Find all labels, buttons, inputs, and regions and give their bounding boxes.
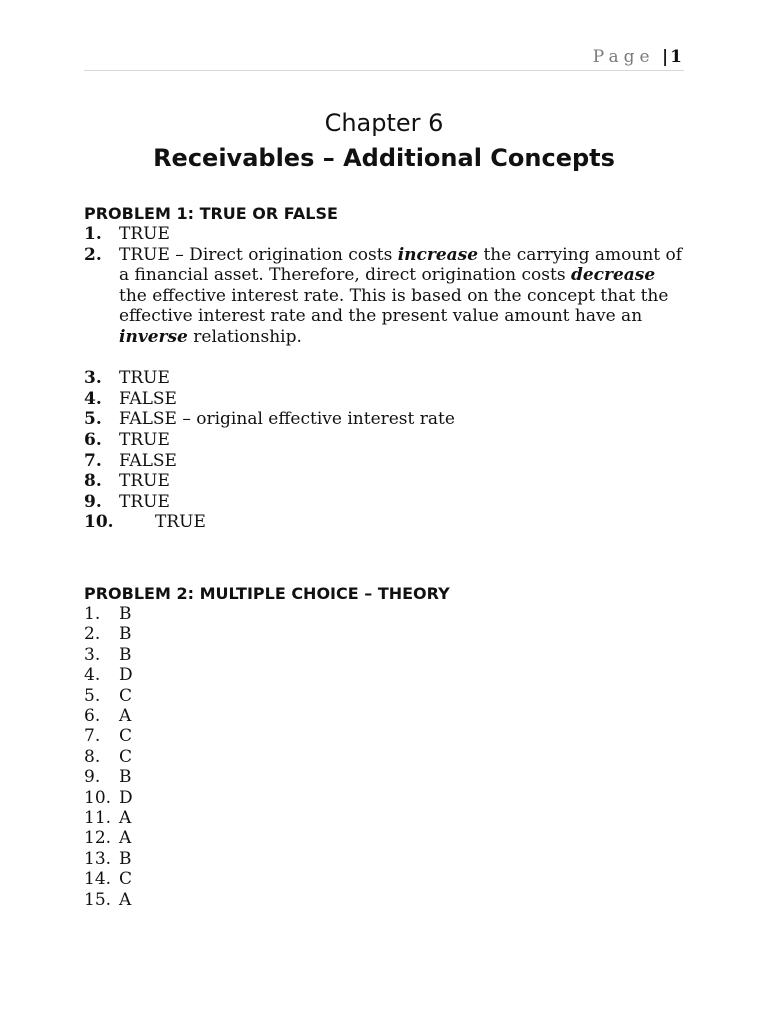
explanation-text: the carrying amount of a financial asset. Therefore, direct origination costs (119, 244, 683, 286)
item-answer: FALSE – original effective interest rate (119, 409, 455, 430)
item-number: 15. (84, 889, 112, 910)
document-body (84, 204, 684, 910)
problem-2-section (84, 584, 684, 910)
page-separator: | (661, 47, 669, 67)
item-answer: D (119, 787, 133, 808)
chapter-subtitle: Receivables – Additional Concepts (153, 144, 615, 172)
item-answer: FALSE (119, 388, 177, 409)
list-item (84, 665, 684, 685)
list-item (84, 368, 684, 389)
item-number: 2. (84, 624, 101, 645)
explanation-text: TRUE – Direct origination costs (119, 244, 398, 265)
list-item (84, 645, 684, 665)
item-number: 6. (84, 429, 102, 450)
item-answer: TRUE (119, 224, 170, 244)
item-answer-explanation (119, 245, 684, 348)
chapter-title: Chapter 6 (324, 109, 444, 137)
list-item (84, 849, 684, 869)
item-number: 5. (84, 685, 101, 706)
list-item (84, 890, 684, 910)
list-item (84, 624, 684, 644)
item-answer: C (119, 746, 133, 767)
item-number: 9. (84, 491, 102, 512)
list-item (84, 224, 684, 245)
explanation-text: relationship. (187, 326, 302, 347)
item-answer: C (119, 685, 133, 706)
problem-1-heading: PROBLEM 1: TRUE OR FALSE (84, 204, 338, 223)
list-item (84, 767, 684, 787)
list-item (84, 492, 684, 513)
item-answer: A (119, 807, 132, 828)
item-number: 1. (84, 224, 102, 244)
item-number: 5. (84, 409, 102, 430)
item-number: 3. (84, 644, 101, 665)
item-number: 1. (84, 603, 101, 624)
item-answer: B (119, 624, 132, 645)
list-item (84, 828, 684, 848)
explanation-text: the effective interest rate. This is based on the concept that the effective interest rate and the present value amount have an (119, 285, 669, 327)
list-item (84, 409, 684, 430)
item-number: 8. (84, 471, 102, 492)
item-number: 4. (84, 388, 102, 409)
problem-2-answers (84, 604, 684, 910)
list-item (84, 389, 684, 410)
list-item (84, 604, 684, 624)
item-answer: B (119, 848, 132, 869)
list-item (84, 726, 684, 746)
emphasis-increase: increase (397, 244, 479, 265)
list-item (84, 869, 684, 889)
list-item (84, 686, 684, 706)
problem-1-answers (84, 224, 684, 533)
item-number: 3. (84, 368, 102, 389)
problem-2-heading: PROBLEM 2: MULTIPLE CHOICE – THEORY (84, 583, 450, 603)
item-answer: B (119, 603, 132, 624)
page-header (593, 47, 682, 67)
item-number: 10. (84, 787, 112, 808)
list-item (84, 451, 684, 472)
item-number: 12. (84, 828, 112, 849)
emphasis-inverse: inverse (119, 326, 188, 347)
list-item (84, 788, 684, 808)
item-answer: A (119, 828, 132, 849)
header-divider (84, 70, 684, 71)
item-answer: A (119, 889, 132, 910)
item-number: 9. (84, 767, 101, 788)
item-number: 2. (84, 244, 102, 265)
item-answer: B (119, 767, 132, 788)
emphasis-decrease: decrease (570, 265, 656, 286)
list-item (84, 747, 684, 767)
item-answer: D (119, 665, 133, 686)
item-number: 10. (84, 512, 114, 533)
page-number: 1 (670, 47, 682, 67)
item-answer: TRUE (119, 368, 170, 389)
spacer (84, 348, 684, 369)
item-answer: TRUE (155, 512, 206, 533)
item-number: 11. (84, 807, 112, 828)
item-answer: TRUE (119, 471, 170, 492)
item-answer: C (119, 726, 133, 747)
item-number: 7. (84, 726, 101, 747)
title-block (84, 106, 684, 176)
item-answer: TRUE (119, 491, 170, 512)
item-answer: B (119, 644, 132, 665)
problem-1-section (84, 204, 684, 533)
item-number: 6. (84, 705, 101, 726)
item-number: 14. (84, 869, 112, 890)
list-item (84, 808, 684, 828)
list-item (84, 512, 684, 533)
item-number: 7. (84, 450, 102, 471)
list-item (84, 245, 684, 348)
item-answer: A (119, 705, 132, 726)
item-answer: FALSE (119, 450, 177, 471)
item-answer: TRUE (119, 429, 170, 450)
item-number: 8. (84, 746, 101, 767)
list-item (84, 706, 684, 726)
item-number: 13. (84, 848, 112, 869)
item-number: 4. (84, 665, 101, 686)
list-item (84, 471, 684, 492)
item-answer: C (119, 869, 133, 890)
page-label: Page (592, 47, 655, 67)
list-item (84, 430, 684, 451)
